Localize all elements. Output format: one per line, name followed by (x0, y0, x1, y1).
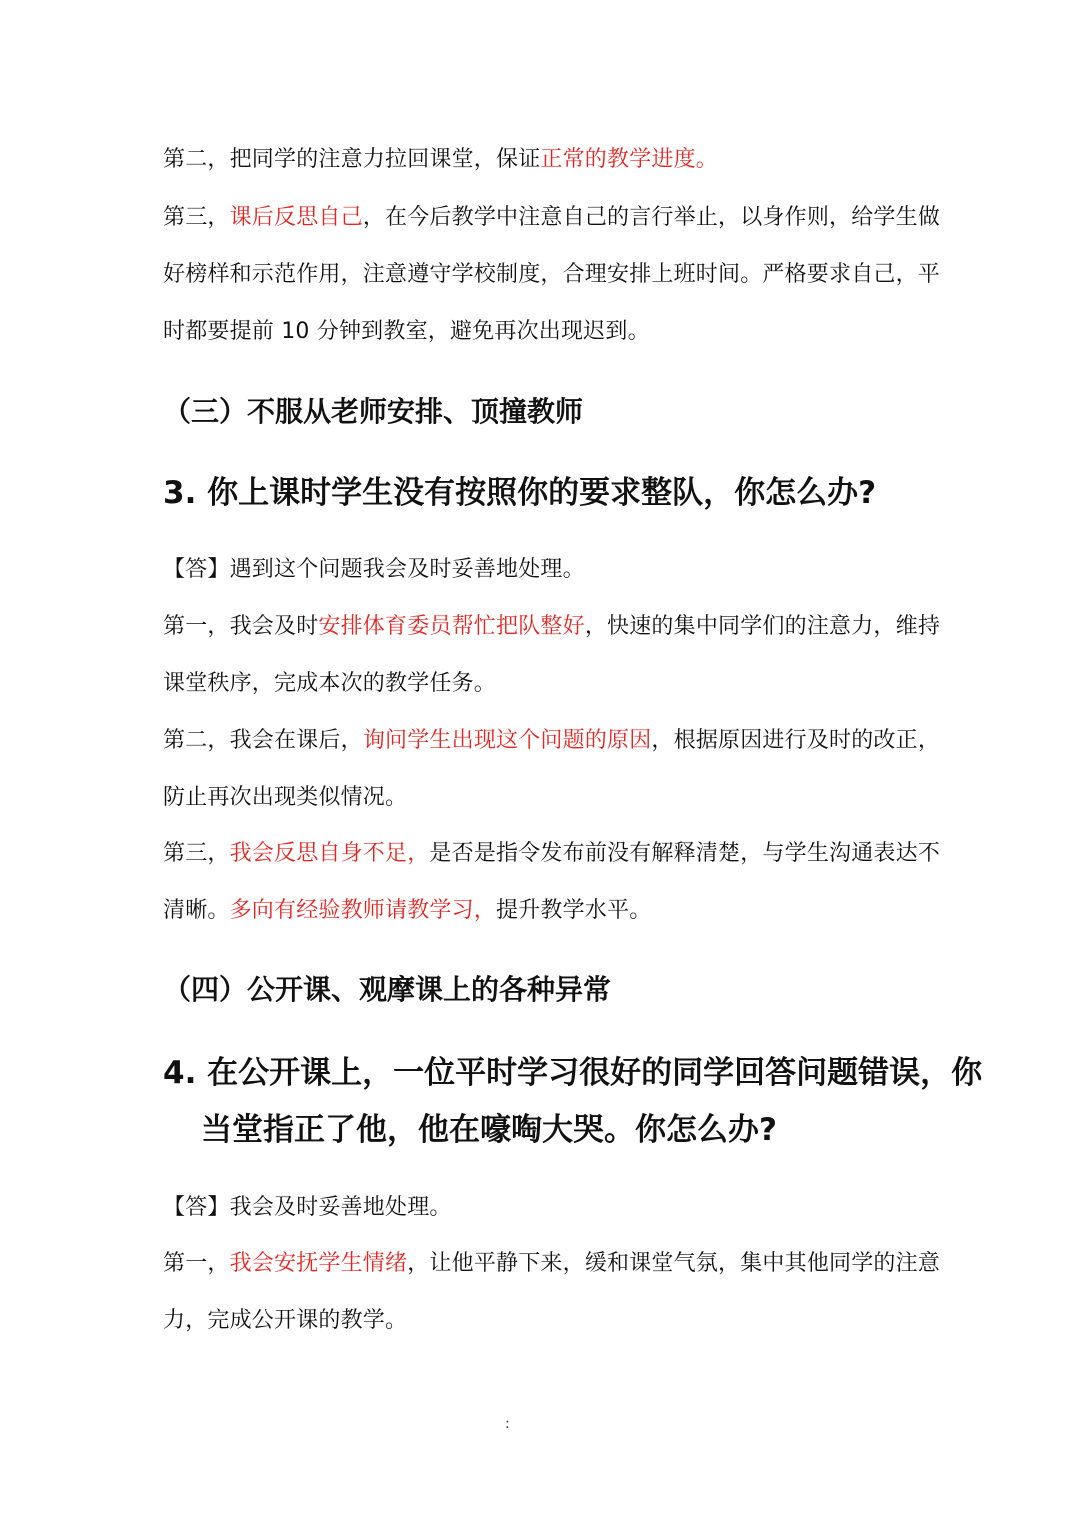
text-span: 提升教学水平。 (496, 898, 652, 923)
paragraph-line: 课堂秩序，完成本次的教学任务。 (163, 671, 497, 696)
text-span: 清晰。 (163, 898, 230, 923)
paragraph-line: 防止再次出现类似情况。 (163, 785, 408, 810)
paragraph-line (163, 726, 940, 756)
text-span: ，快速的集中同学们的注意力，维持 (584, 614, 941, 639)
text-span: 第二，我会在课后， (163, 728, 363, 753)
highlight-text: 多向有经验教师请教学习， (229, 898, 497, 923)
paragraph-line: 【答】我会及时妥善地处理。 (163, 1195, 452, 1220)
paragraph-line (163, 203, 940, 233)
paragraph-line (163, 896, 651, 926)
paragraph-line (163, 839, 940, 869)
highlight-text: 安排体育委员帮忙把队整好 (318, 614, 585, 639)
highlight-text: 课后反思自己 (229, 205, 363, 230)
paragraph-line (163, 612, 940, 642)
highlight-text: 正常的教学进度。 (540, 147, 719, 172)
paragraph-line: 好榜样和示范作用，注意遵守学校制度，合理安排上班时间。严格要求自己，平 (163, 262, 941, 287)
paragraph-line: 时都要提前 10 分钟到教室，避免再次出现迟到。 (163, 319, 650, 344)
text-span: 第一，我会及时 (163, 614, 319, 639)
text-span: 第三， (163, 205, 230, 230)
text-span: ，根据原因进行及时的改正， (651, 728, 941, 753)
question-heading: 4. 在公开课上，一位平时学习很好的同学回答问题错误，你 (163, 1055, 983, 1091)
text-span: 第二，把同学的注意力拉回课堂，保证 (163, 147, 541, 172)
text-span: 第三， (163, 841, 230, 866)
paragraph-line (163, 145, 718, 175)
section-heading: （四）公开课、观摩课上的各种异常 (163, 973, 612, 1006)
text-span: 第一， (163, 1251, 230, 1276)
text-span: ，让他平静下来，缓和课堂气氛，集中其他同学的注意 (407, 1251, 941, 1276)
question-heading: 3. 你上课时学生没有按照你的要求整队，你怎么办? (163, 475, 877, 511)
question-heading-continued: 当堂指正了他，他在嚎啕大哭。你怎么办? (201, 1112, 777, 1148)
text-span: ，在今后教学中注意自己的言行举止，以身作则，给学生做 (362, 205, 941, 230)
text-span: 是否是指令发布前没有解释清楚，与学生沟通表达不 (429, 841, 941, 866)
section-heading: （三）不服从老师安排、顶撞教师 (163, 395, 584, 428)
highlight-text: 我会安抚学生情绪 (229, 1251, 408, 1276)
highlight-text: 询问学生出现这个问题的原因 (362, 728, 652, 753)
paragraph-line: 力，完成公开课的教学。 (163, 1308, 408, 1333)
page-footer-mark: : (505, 1416, 510, 1432)
highlight-text: 我会反思自身不足， (229, 841, 430, 866)
paragraph-line: 【答】遇到这个问题我会及时妥善地处理。 (163, 557, 585, 582)
paragraph-line (163, 1249, 940, 1279)
